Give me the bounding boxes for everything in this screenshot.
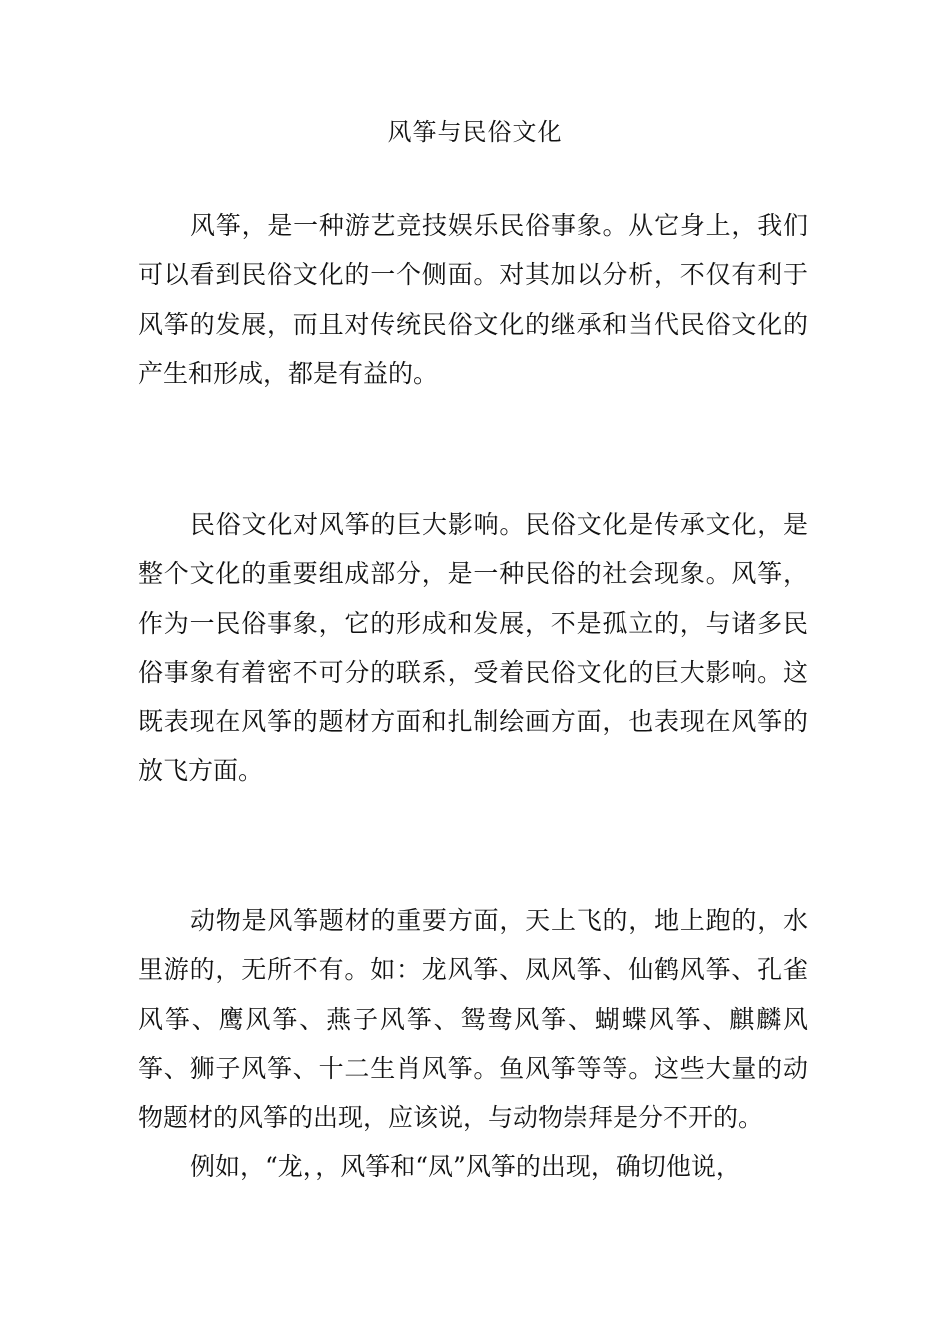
paragraph-animal-themes: 动物是风筝题材的重要方面，天上飞的，地上跑的，水里游的，无所不有。如：龙风筝、凤风筝、仙鹤风筝、孔雀风筝、鹰风筝、燕子风筝、鸳鸯风筝、蝴蝶风筝、麒麟风筝、狮子风筝、十二生肖风筝。鱼风筝等等。这些大量的动物题材的风筝的出现，应该说，与动物崇拜是分不开的。 [138, 906, 808, 1133]
paragraph-example: 例如，“龙，，风筝和“凤”风筝的出现，确切他说， [190, 1152, 741, 1181]
paragraph-intro: 风筝，是一种游艺竞技娱乐民俗事象。从它身上，我们可以看到民俗文化的一个侧面。对其加以分析，不仅有利于风筝的发展，而且对传统民俗文化的继承和当代民俗文化的产生和形成，都是有益的。 [138, 211, 808, 388]
document-title: 风筝与民俗文化 [387, 118, 563, 146]
paragraph-folk-culture-influence: 民俗文化对风筝的巨大影响。民俗文化是传承文化，是整个文化的重要组成部分，是一种民俗的社会现象。风筝，作为一民俗事象，它的形成和发展，不是孤立的，与诸多民俗事象有着密不可分的联系，受着民俗文化的巨大影响。这既表现在风筝的题材方面和扎制绘画方面，也表现在风筝的放飞方面。 [138, 510, 808, 786]
